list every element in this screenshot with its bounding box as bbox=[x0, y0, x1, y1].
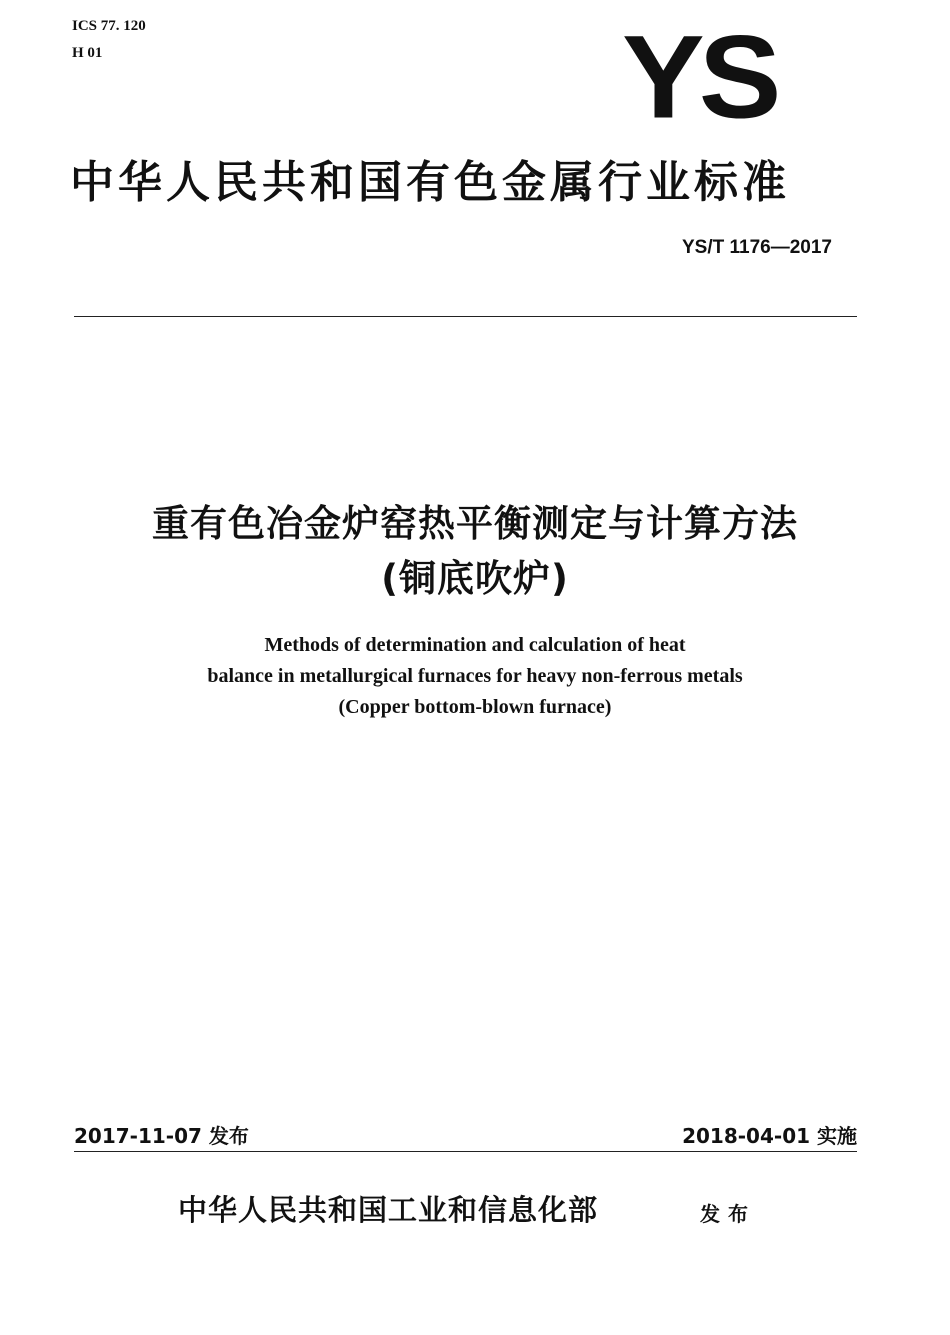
chinese-title-line-1: 重有色冶金炉窑热平衡测定与计算方法 bbox=[152, 502, 798, 545]
implementation-date: 2018-04-01 实施 bbox=[682, 1124, 857, 1148]
publish-label: 发布 bbox=[700, 1202, 756, 1226]
classification-code: H 01 bbox=[72, 45, 103, 61]
standard-number: YS/T 1176—2017 bbox=[682, 237, 832, 258]
chinese-title-line-2: (铜底吹炉) bbox=[381, 557, 569, 600]
top-divider bbox=[74, 316, 857, 317]
bottom-divider bbox=[74, 1151, 857, 1152]
standard-organization-title: 中华人民共和国有色金属行业标准 bbox=[70, 157, 790, 208]
english-title-line-1: Methods of determination and calculation of heat bbox=[264, 634, 686, 656]
ys-logo: YS bbox=[622, 11, 776, 143]
english-title-line-2: balance in metallurgical furnaces for heavy non-ferrous metals bbox=[207, 665, 743, 687]
issue-date: 2017-11-07 发布 bbox=[74, 1124, 249, 1148]
publisher-name: 中华人民共和国工业和信息化部 bbox=[178, 1193, 599, 1227]
english-title-line-3: (Copper bottom-blown furnace) bbox=[338, 696, 612, 718]
ics-code: ICS 77. 120 bbox=[72, 18, 146, 34]
